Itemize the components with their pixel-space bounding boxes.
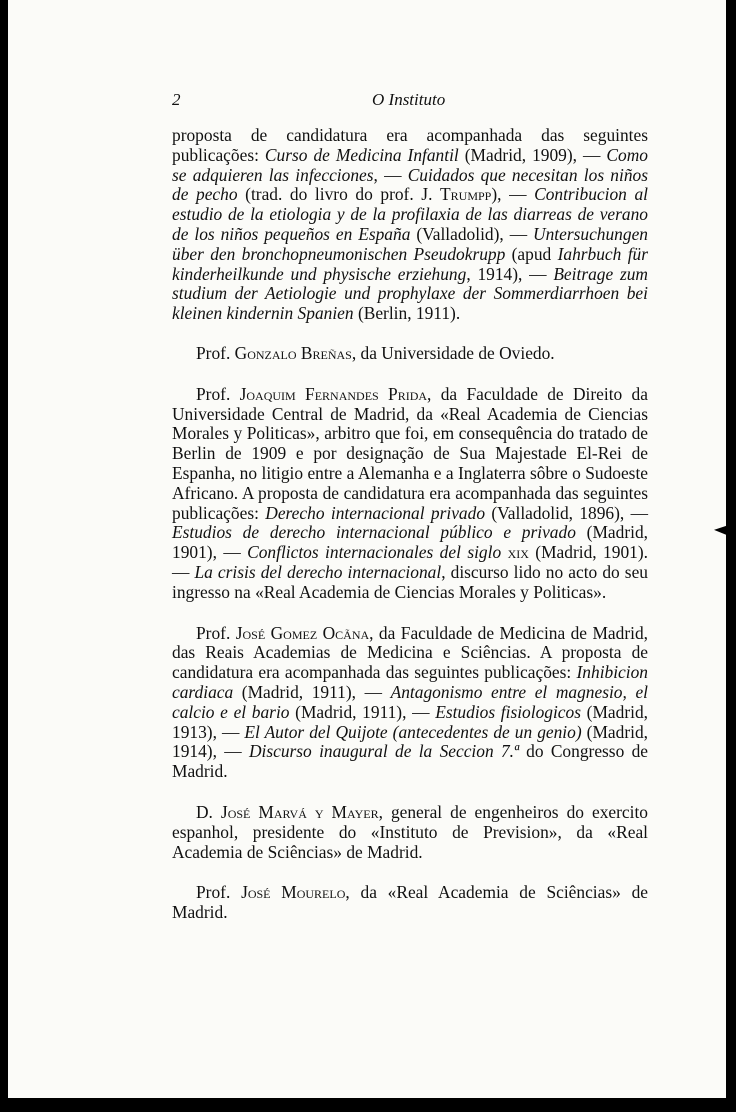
scan-edge-mark [714,520,736,542]
document-page [8,0,726,1098]
entry-joaquim-fernandes-prida: Prof. Joaquim Fernandes Prida, da Faculdade de Direito da Universidade Central de Madrid, da «Real Academia de Ciencias Morales y Politicas», arbitro que foi, em consequência do tratado de Berlin de 1909 e por designação de Sua Majestade El-Rei de Espanha, no litigio entre a Alemanha e a Inglaterra sôbre o Sudoeste Africano. A proposta de candidatura era acompanhada das seguintes publicações: Derecho internacional privado (Valladolid, 1896), — Estudios de derecho internacional público e privado (Madrid, 1901), — Conflictos internacionales del siglo xix (Madrid, 1901). — La crisis del derecho internacional, discurso lido no acto do seu ingresso na «Real Academia de Ciencias Morales y Politicas». [172,383,648,602]
running-title: O Instituto [372,90,446,109]
entry-jose-gomez-ocana: Prof. José Gomez Ocãna, da Faculdade de Medicina de Madrid, das Reais Academias de Medicina e Sciências. A proposta de candidatura era acompanhada das seguintes publicações: Inhibicion cardiaca (Madrid, 1911), — Antagonismo entre el magnesio, el calcio e el bario (Madrid, 1911), — Estudios fisiologicos (Madrid, 1913), — El Autor del Quijote (antecedentes de un genio) (Madrid, 1914), — Discurso inaugural de la Seccion 7.ª do Congresso de Madrid. [172,622,649,782]
entry-jose-marva-y-mayer: D. José Marvá y Mayer, general de engenheiros do exercito espanhol, presidente do «Instituto de Prevision», da «Real Academia de Sciências» de Madrid. [172,801,648,862]
candidatura-continuation: proposta de candidatura era acompanhada das seguintes publicações: Curso de Medicina Infantil (Madrid, 1909), — Como se adquieren las infecciones, — Cuidados que necesitan los niños de pecho (trad. do livro do prof. J. Trumpp), — Contribucion al estudio de la etiologia y de la profilaxia de las diarreas de verano de los niños pequeños en España (Valladolid), — Untersuchungen über den bronchopneumonischen Pseudokrupp (apud Iahrbuch für kinderheilkunde und physische erziehung, 1914), — Beitrage zum studium der Aetiologie und prophylaxe der Sommerdiarrhoen bei kleinen kindernin Spanien (Berlin, 1911). [172,125,648,324]
entry-jose-mourelo: Prof. José Mourelo, da «Real Academia de Sciências» de Madrid. [172,882,648,923]
entry-gonzalo-brenas: Prof. Gonzalo Breñas, da Universidade de Oviedo. [196,342,555,363]
page-body [172,126,648,944]
page-number: 2 [172,90,181,109]
page-header [8,90,726,114]
